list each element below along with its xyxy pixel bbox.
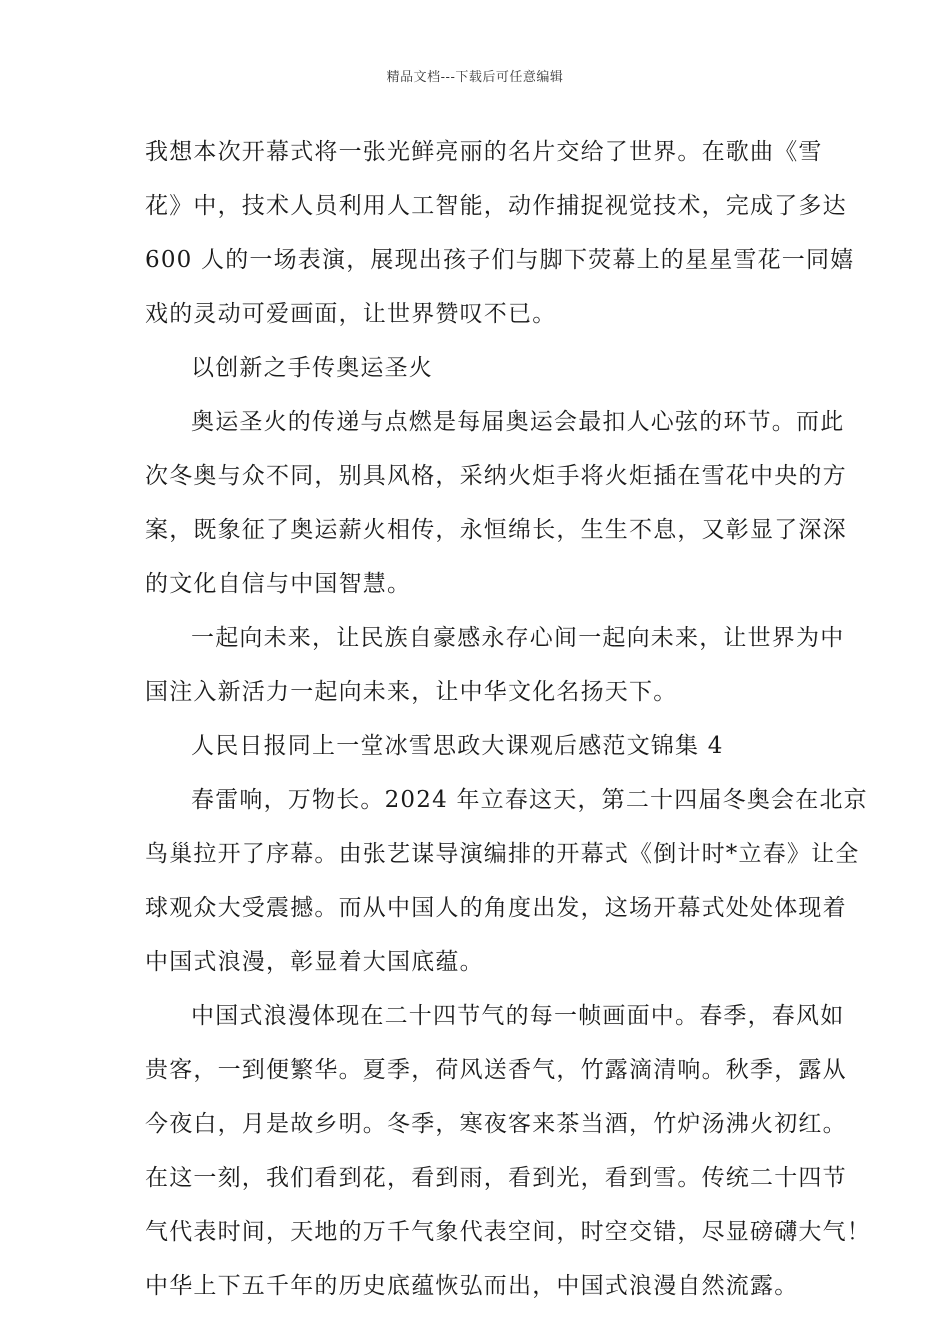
paragraph	[145, 989, 871, 1313]
paragraph	[145, 395, 847, 611]
text-line: 戏的灵动可爱画面，让世界赞叹不已。	[145, 301, 557, 327]
text-line: 贵客，一到便繁华。夏季，荷风送香气，竹露滴清响。秋季，露从	[145, 1057, 847, 1083]
text-line: 国注入新活力一起向未来，让中华文化名扬天下。	[145, 679, 678, 705]
text-line: 案，既象征了奥运薪火相传，永恒绵长，生生不息，又彰显了深深	[145, 517, 847, 543]
document-body	[145, 125, 871, 1313]
paragraph	[145, 125, 855, 341]
text-line: 气代表时间，天地的万千气象代表空间，时空交错，尽显磅礴大气！	[145, 1219, 871, 1245]
text-line: 以创新之手传奥运圣火	[191, 355, 433, 381]
text-line: 球观众大受震撼。而从中国人的角度出发，这场开幕式处处体现着	[145, 895, 847, 921]
text-line: 鸟巢拉开了序幕。由张艺谋导演编排的开幕式《倒计时*立春》让全	[145, 841, 860, 867]
text-line: 的文化自信与中国智慧。	[145, 571, 412, 597]
text-line: 600 人的一场表演，展现出孩子们与脚下荧幕上的星星雪花一同嬉	[145, 247, 855, 273]
paragraph	[145, 611, 845, 719]
text-line: 中国式浪漫，彰显着大国底蕴。	[145, 949, 484, 975]
text-line: 一起向未来，让民族自豪感永存心间一起向未来，让世界为中	[191, 625, 845, 651]
text-line: 在这一刻，我们看到花，看到雨，看到光，看到雪。传统二十四节	[145, 1165, 847, 1191]
page-header: 精品文档---下载后可任意编辑	[386, 70, 564, 85]
paragraph	[145, 773, 868, 989]
text-line: 人民日报同上一堂冰雪思政大课观后感范文锦集 4	[191, 733, 724, 759]
text-line: 我想本次开幕式将一张光鲜亮丽的名片交给了世界。在歌曲《雪	[145, 139, 823, 165]
text-line: 今夜白，月是故乡明。冬季，寒夜客来茶当酒，竹炉汤沸火初红。	[145, 1111, 847, 1137]
article-title	[145, 719, 810, 773]
text-line: 中国式浪漫体现在二十四节气的每一帧画面中。春季，春风如	[191, 1003, 845, 1029]
text-line: 花》中，技术人员利用人工智能，动作捕捉视觉技术，完成了多达	[145, 193, 847, 219]
section-heading	[145, 341, 810, 395]
text-line: 奥运圣火的传递与点燃是每届奥运会最扣人心弦的环节。而此	[191, 409, 845, 435]
text-line: 次冬奥与众不同，别具风格，采纳火炬手将火炬插在雪花中央的方	[145, 463, 847, 489]
text-line: 春雷响，万物长。2024 年立春这天，第二十四届冬奥会在北京	[191, 787, 868, 813]
text-line: 中华上下五千年的历史底蕴恢弘而出，中国式浪漫自然流露。	[145, 1273, 799, 1299]
